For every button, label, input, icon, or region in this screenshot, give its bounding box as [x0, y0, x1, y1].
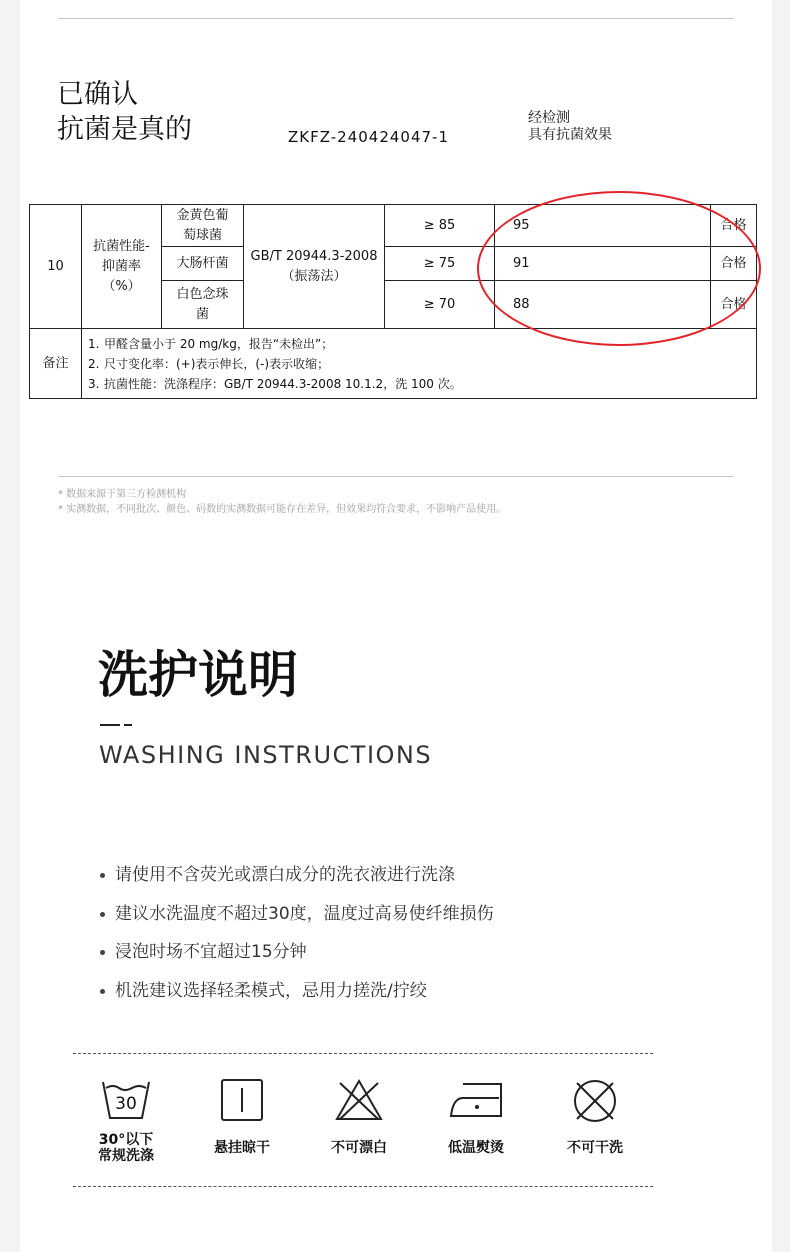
bacteria-cell: 大肠杆菌	[162, 247, 244, 281]
instruction-item: 浸泡时场不宜超过15分钟	[100, 937, 307, 962]
item-number-cell: 10	[30, 205, 82, 329]
source-note: * 实测数据，不同批次、颜色、码数的实测数据可能存在差异，但效果均符合要求，不影响产品使用。	[58, 504, 507, 515]
notes-label-cell: 备注	[30, 329, 82, 399]
source-divider	[58, 476, 734, 477]
standard-cell: GB/T 20944.3-2008 （振荡法）	[244, 205, 385, 329]
bullet-icon	[100, 989, 105, 994]
bullet-icon	[100, 873, 105, 878]
dashed-divider	[73, 1186, 653, 1187]
verdict-cell: 合格	[711, 281, 757, 329]
hang-dry-label: 悬挂晾干	[214, 1140, 270, 1156]
no-dry-clean-icon	[571, 1077, 619, 1125]
instruction-item: 请使用不含荧光或漂白成分的洗衣液进行洗涤	[100, 860, 455, 885]
highlight-circle	[477, 191, 761, 346]
item-name-cell: 抗菌性能- 抑菌率 （%）	[82, 205, 162, 329]
page-canvas	[20, 0, 772, 1252]
instruction-item: 建议水洗温度不超过30度，温度过高易使纤维损伤	[100, 899, 494, 924]
test-note-line2: 具有抗菌效果	[528, 127, 612, 143]
low-iron-label: 低温熨烫	[448, 1140, 504, 1156]
result-cell: 91	[495, 247, 711, 281]
low-iron-icon	[449, 1080, 505, 1120]
bacteria-cell: 白色念珠 菌	[162, 281, 244, 329]
top-divider	[58, 18, 734, 19]
source-note: * 数据来源于第三方检测机构	[58, 489, 187, 500]
washing-title: 洗护说明	[98, 646, 298, 704]
no-dry-clean-label: 不可干洗	[567, 1140, 623, 1156]
header-title-line1: 已确认	[57, 79, 138, 110]
bacteria-cell: 金黄色葡 萄球菌	[162, 205, 244, 247]
title-dash	[100, 724, 120, 726]
wash-30-icon: 30	[100, 1078, 152, 1124]
note-item: 3. 抗菌性能：洗涤程序：GB/T 20944.3-2008 10.1.2，洗 100 次。	[88, 376, 462, 391]
note-item: 1. 甲醛含量小于 20 mg/kg，报告“未检出”；	[88, 336, 334, 351]
verdict-cell: 合格	[711, 205, 757, 247]
no-bleach-icon	[334, 1078, 384, 1122]
bullet-icon	[100, 950, 105, 955]
bullet-icon	[100, 912, 105, 917]
result-cell: 95	[495, 205, 711, 247]
test-note-line1: 经检测	[528, 110, 570, 126]
title-dash	[124, 724, 132, 726]
result-cell: 88	[495, 281, 711, 329]
hang-dry-icon	[220, 1078, 264, 1122]
requirement-cell: ≥ 85	[385, 205, 495, 247]
washing-subtitle: WASHING INSTRUCTIONS	[99, 741, 433, 769]
instruction-item: 机洗建议选择轻柔模式，忌用力搓洗/拧绞	[100, 976, 427, 1001]
requirement-cell: ≥ 75	[385, 247, 495, 281]
header-title-line2: 抗菌是真的	[57, 114, 192, 145]
no-bleach-label: 不可漂白	[331, 1140, 387, 1156]
note-item: 2. 尺寸变化率：(+)表示伸长，(-)表示收缩；	[88, 356, 330, 371]
report-number: ZKFZ-240424047-1	[288, 128, 450, 146]
verdict-cell: 合格	[711, 247, 757, 281]
dashed-divider	[73, 1053, 653, 1054]
requirement-cell: ≥ 70	[385, 281, 495, 329]
wash-30-label: 30°以下 常规洗涤	[98, 1132, 154, 1164]
